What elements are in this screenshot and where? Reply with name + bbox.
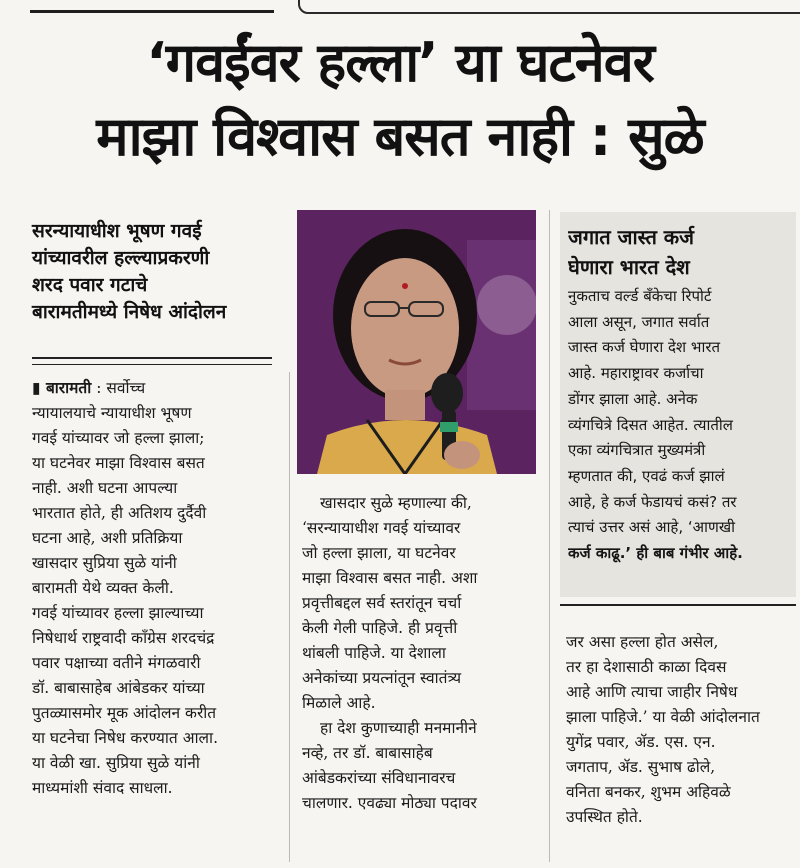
article-line: पवार पक्षाच्या वतीने मंगळवारी (32, 654, 201, 672)
article-line: माध्यमांशी संवाद साधला. (32, 779, 173, 797)
sidebar-line: आहे. महाराष्ट्रावर कर्जाचा (568, 364, 704, 383)
article-line: वनिता बनकर, शुभम अहिवळे (566, 783, 731, 801)
article-line: आंबेडकरांच्या संविधानावरच (302, 769, 456, 787)
dateline: बारामती (45, 379, 92, 397)
article-line: न्यायालयाचे न्यायाधीश भूषण (32, 404, 192, 422)
sidebar-line: कर्ज काढू.’ ही बाब गंभीर आहे. (568, 544, 743, 563)
sidebar-line: आला असून, जगात सर्वात (568, 312, 710, 331)
article-line: जो हल्ला झाला, या घटनेवर (302, 544, 456, 562)
sidebar-line: आहे, हे कर्ज फेडायचं कसं? तर (568, 492, 737, 511)
article-line: युगेंद्र पवार, ॲड. एस. एन. (566, 733, 716, 751)
article-line: थांबली पाहिजे. या देशाला (302, 644, 446, 662)
article-line: प्रवृत्तीबद्दल सर्व स्तरांतून चर्चा (302, 594, 462, 612)
article-line: माझा विश्वास बसत नाही. अशा (302, 569, 478, 587)
column-divider (289, 372, 290, 862)
sidebar-title-line: घेणारा भारत देश (568, 255, 690, 279)
sidebar-title-line: जगात जास्त कर्ज (568, 225, 695, 249)
headline-line: ‘गवईंवर हल्ला’ या घटनेवर (146, 31, 654, 94)
article-line: अनेकांच्या प्रयत्नांतून स्वातंत्र्य (302, 669, 462, 687)
article-line: उपस्थित होते. (566, 808, 643, 826)
article-line: खासदार सुळे म्हणाल्या की, (320, 494, 472, 512)
article-line: ▮ बारामती : सर्वोच्च (32, 378, 146, 397)
article-line: नाही. अशी घटना आपल्या (32, 479, 178, 497)
photo-speaker (297, 210, 536, 474)
sidebar-bottom-rule (560, 604, 796, 606)
article-line: डॉ. बाबासाहेब आंबेडकर यांच्या (32, 679, 205, 697)
sidebar-line: एका व्यंगचित्रात मुख्यमंत्री (568, 441, 706, 460)
article-line: या वेळी खा. सुप्रिया सुळे यांनी (32, 754, 200, 772)
article-line: मिळाले आहे. (302, 694, 376, 712)
sidebar-title (568, 222, 794, 282)
article-column-3 (566, 630, 796, 830)
sidebar-line: म्हणतात की, एवढं कर्ज झालं (568, 466, 725, 485)
article-column-1 (32, 375, 274, 801)
headline (10, 26, 790, 174)
subheadline (32, 218, 272, 326)
sidebar-text (568, 284, 796, 567)
article-line: चालणार. एवढ्या मोठ्या पदावर (302, 794, 477, 812)
article-line: या घटनेचा निषेध करण्यात आला. (32, 729, 218, 747)
article-line: नव्हे, तर डॉ. बाबासाहेब (302, 744, 433, 762)
subheadline-rule-thin (32, 364, 272, 365)
article-line: घटना आहे, अशी प्रतिक्रिया (32, 529, 183, 547)
article-line: जगताप, ॲड. सुभाष ढोले, (566, 758, 716, 776)
sidebar-line: व्यंगचित्रे दिसत आहेत. त्यातील (568, 415, 733, 434)
article-line: भारतात होते, ही अतिशय दुर्दैवी (32, 504, 207, 522)
article-line: खासदार सुप्रिया सुळे यांनी (32, 554, 177, 572)
article-line: जर असा हल्ला होत असेल, (566, 633, 719, 651)
sidebar-line: त्याचं उत्तर असं आहे, ‘आणखी (568, 518, 736, 537)
subheadline-line: सरन्यायाधीश भूषण गवई (32, 220, 202, 242)
article-line: पुतळ्यासमोर मूक आंदोलन करीत (32, 704, 217, 722)
article-line: गवई यांच्यावर जो हल्ला झाला; (32, 429, 205, 447)
sidebar-line: नुकताच वर्ल्ड बँकेचा रिपोर्ट (568, 287, 712, 305)
subheadline-rule (32, 357, 272, 359)
top-box-border (298, 0, 800, 14)
article-line: गवई यांच्यावर हल्ला झाल्याच्या (32, 604, 204, 622)
article-line: आहे आणि त्याचा जाहीर निषेध (566, 683, 738, 701)
article-line: ‘सरन्यायाधीश गवई यांच्यावर (302, 519, 461, 537)
column-divider (549, 210, 550, 862)
subheadline-line: बारामतीमध्ये निषेध आंदोलन (32, 301, 227, 323)
article-line: तर हा देशासाठी काळा दिवस (566, 658, 727, 676)
article-line: केली गेली पाहिजे. ही प्रवृत्ती (302, 619, 458, 637)
article-line: निषेधार्थ राष्ट्रवादी कॉंग्रेस शरदचंद्र (32, 629, 215, 647)
subheadline-line: शरद पवार गटाचे (32, 274, 148, 296)
subheadline-line: यांच्यावरील हल्ल्याप्रकरणी (32, 247, 210, 269)
article-line: हा देश कुणाच्याही मनमानीने (320, 719, 477, 737)
sidebar-line: जास्त कर्ज घेणारा देश भारत (568, 338, 721, 357)
top-rule (30, 10, 274, 13)
speaker-illustration (297, 210, 536, 474)
sidebar-line: डोंगर झाला आहे. अनेक (568, 389, 698, 408)
article-line: बारामती येथे व्यक्त केली. (32, 579, 174, 597)
article-column-2 (302, 491, 536, 816)
headline-line: माझा विश्वास बसत नाही : सुळे (96, 105, 704, 168)
article-line: या घटनेवर माझा विश्वास बसत (32, 454, 205, 472)
article-line: झाला पाहिजे.’ या वेळी आंदोलनात (566, 708, 760, 726)
